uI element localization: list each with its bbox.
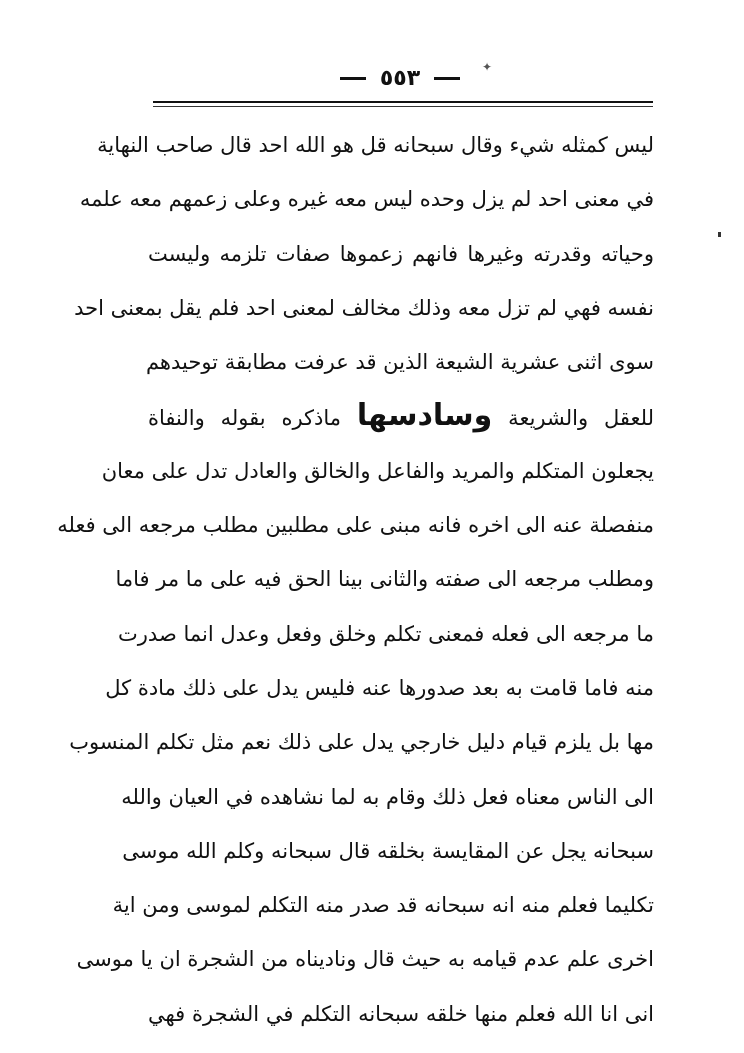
printer-mark-icon: ✦ (481, 60, 492, 74)
text-line-15: تكليما فعلم منه انه سبحانه قد صدر منه التكلم لموسى ومن اية (112, 893, 654, 918)
text-line-3: وحياته وقدرته وغيرها فانهم زعموها صفات تلزمه وليست (148, 241, 654, 266)
header-dash-right (434, 77, 460, 80)
page-header (300, 58, 500, 98)
section-heading-sixth: وسادسها (356, 398, 493, 434)
text-line-9: ومطلب مرجعه الى صفته والثانى بينا الحق فيه على ما مر فاما (115, 567, 654, 592)
text-line-6-end: ماذكره بقوله والنفاة (148, 406, 357, 431)
text-line-14: سبحانه يجل عن المقايسة بخلقه قال سبحانه وكلم الله موسى (122, 838, 654, 863)
page-number: ٥٥٣ (379, 65, 421, 91)
text-line-1: ليس كمثله شيء وقال سبحانه قل هو الله احد قال صاحب النهاية (97, 133, 654, 157)
text-line-6 (148, 389, 654, 443)
text-line-6-start: للعقل والشريعة (492, 406, 654, 431)
body-text (57, 118, 654, 1041)
text-line-2: في معنى احد لم يزل وحده ليس معه غيره وعلى زعمهم معه علمه (79, 187, 654, 212)
text-line-16: اخرى علم عدم قيامه به حيث قال وناديناه من الشجرة ان يا موسى (76, 947, 654, 972)
text-line-5: سوى اثنى عشرية الشيعة الذين قد عرفت مطابقة توحيدهم (145, 350, 654, 375)
text-line-11: منه فاما قامت به بعد صدورها عنه فليس يدل على ذلك مادة كل (105, 675, 654, 700)
header-rule (153, 101, 653, 103)
text-line-8: منفصلة عنه الى اخره فانه مبنى على مطلبين مطلب مرجعه الى فعله (57, 513, 654, 538)
header-rule-thin (153, 106, 653, 107)
text-line-17: انى انا الله فعلم منها خلقه سبحانه التكلم في الشجرة فهي (148, 1001, 654, 1026)
text-line-7: يجعلون المتكلم والمريد والفاعل والخالق والعادل تدل على معان (101, 458, 654, 483)
text-line-10: ما مرجعه الى فعله فمعنى تكلم وخلق وفعل وعدل انما صدرت (118, 621, 654, 646)
text-line-4: نفسه فهي لم تزل معه وذلك مخالف لمعنى احد فلم يقل بمعنى احد (74, 295, 654, 320)
text-line-12: مها بل يلزم قيام دليل خارجي يدل على ذلك نعم مثل تكلم المنسوب (69, 730, 654, 755)
header-dash-left (340, 77, 366, 80)
text-line-13: الى الناس معناه فعل ذلك وقام به لما نشاهده في العيان والله (121, 784, 654, 809)
ink-speck (718, 232, 721, 237)
